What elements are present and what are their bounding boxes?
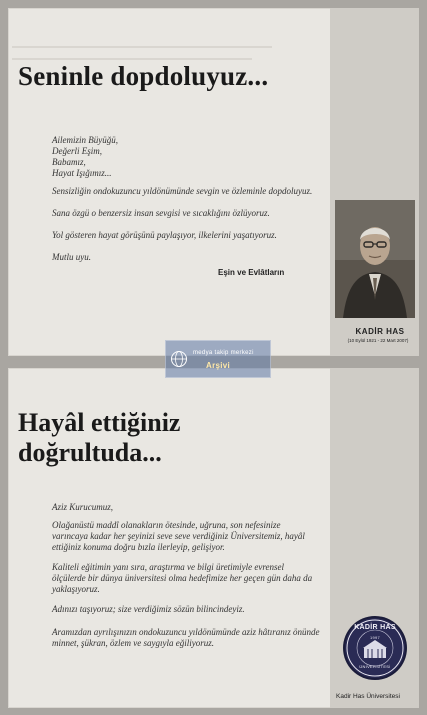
top-signature: Eşin ve Evlâtların [218,268,285,277]
archive-globe-icon [170,350,188,368]
headline-line: Hayâl ettiğiniz [18,408,181,437]
top-paragraph: Mutlu uyu. [52,252,91,262]
seal-year: 1997 [369,635,381,640]
seal-top-text: KADİR HAS [354,624,396,631]
university-signature: Kadir Has Üniversitesi [336,693,400,700]
watermark-line1: medya takip merkezi [193,350,254,356]
greeting-line: Babamız, [52,157,86,167]
bottom-paragraph: Aramızdan ayrılışınızın ondokuzuncu yıldönümünde aziz hâtıranız önünde minnet, şükran, özlem ve saygıyla eğiliyoruz. [52,627,320,648]
top-greeting-block [52,135,322,179]
top-paragraph: Sensizliğin ondokuzuncu yıldönümünde sevgin ve özleminle dopdoluyuz. [52,186,313,196]
university-seal-logo [345,618,405,678]
bottom-paragraph: Olağanüstü maddî olanakların ötesinde, uğruna, son nefesinize varıncaya kadar her şeyinizi seve seve verdiğiniz Üniversitemiz, hayâl ettiğiniz konuma doğru bızla ilerleyip, gelişiyor. [52,520,305,552]
greeting-line: Ailemizin Büyüğü, [52,135,118,145]
portrait-dates: (10 Eylül 1921 - 22 Mart 2007) [347,338,409,343]
watermark-line2: Arşivi [206,361,231,370]
portrait-illustration [335,200,415,318]
headline-line: doğrultuda... [18,438,162,467]
bottom-paragraph: Kaliteli eğitimin yanı sıra, araştırma ve bilgi üretimiyle evrensel ölçülerde bir dünya üniversitesi olma hedefimize her geçen gün daha da yaklaşıyoruz. [52,562,313,594]
bottom-salutation: Aziz Kurucumuz, [52,502,114,512]
portrait-name: KADİR HAS [355,327,405,336]
portrait-photo [335,200,415,318]
archive-watermark [165,340,271,378]
greeting-line: Değerli Eşim, [52,146,102,156]
top-paragraph: Sana özgü o benzersiz insan sevgisi ve sıcaklığını özlüyoruz. [52,208,270,218]
top-paragraph: Yol gösteren hayat görüşünü paylaşıyor, ilkelerini yaşatıyoruz. [52,230,277,240]
bottom-paragraph: Adınızı taşıyoruz; size verdiğimiz sözün bilincindeyiz. [52,604,245,614]
bottom-headline [18,408,180,468]
top-headline: Seninle dopdoluyuz... [18,61,269,91]
seal-bottom-text: ÜNİVERSİTESİ [359,664,391,669]
bleed-through-ghost-text [12,30,322,60]
greeting-line: Hayat Işığımız... [52,168,112,178]
